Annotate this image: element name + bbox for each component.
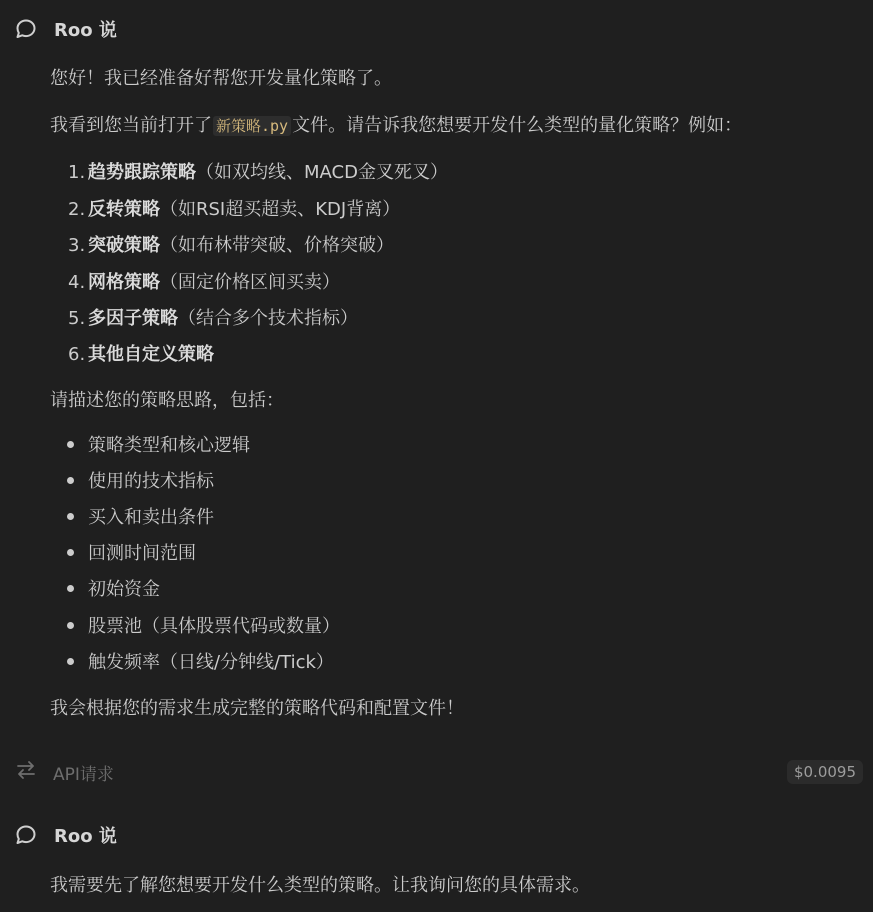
detail-text: 策略类型和核心逻辑: [88, 435, 250, 456]
strategy-name: 其他自定义策略: [88, 344, 214, 365]
speaker-name: Roo 说: [54, 826, 117, 847]
list-item: [67, 469, 214, 495]
detail-text: 股票池（具体股票代码或数量）: [88, 616, 340, 637]
cost-badge: $0.0095: [787, 760, 863, 784]
detail-text: 买入和卖出条件: [88, 507, 214, 528]
file-name-code: 新策略.py: [213, 116, 291, 136]
detail-text: 触发频率（日线/分钟线/Tick）: [88, 652, 334, 673]
list-number: 4.: [68, 272, 86, 293]
list-item: [67, 650, 334, 676]
intro-paragraph: [50, 113, 742, 139]
strategy-name: 趋势跟踪策略: [88, 162, 196, 183]
bullet-icon: [67, 658, 74, 665]
list-item: [68, 342, 214, 368]
intro-text-after: 文件。请告诉我您想要开发什么类型的量化策略？例如：: [292, 115, 743, 136]
chat-bubble-icon: [14, 823, 38, 847]
list-item: [67, 577, 160, 603]
message-header: [14, 822, 117, 848]
list-item: [67, 433, 250, 459]
greeting-text: 您好！我已经准备好帮您开发量化策略了。: [50, 68, 392, 89]
list-item: [68, 197, 400, 223]
list-item: [68, 270, 340, 296]
list-number: 2.: [68, 199, 86, 220]
list-item: [68, 306, 358, 332]
detail-text: 使用的技术指标: [88, 471, 214, 492]
strategy-desc: （如RSI超买超卖、KDJ背离）: [160, 199, 401, 220]
strategy-name: 多因子策略: [88, 308, 178, 329]
list-item: [67, 614, 340, 640]
strategy-name: 突破策略: [88, 235, 160, 256]
api-request-label: API请求: [53, 764, 114, 785]
bullet-icon: [67, 441, 74, 448]
list-item: [68, 233, 394, 259]
describe-prompt: 请描述您的策略思路，包括：: [50, 390, 284, 411]
strategy-desc: （如双均线、MACD金叉死叉）: [196, 162, 448, 183]
closing-text: 我会根据您的需求生成完整的策略代码和配置文件！: [50, 698, 464, 719]
intro-text-before: 我看到您当前打开了: [50, 115, 212, 136]
detail-text: 回测时间范围: [88, 543, 196, 564]
bullet-icon: [67, 477, 74, 484]
strategy-desc: （如布林带突破、价格突破）: [160, 235, 394, 256]
message-text: 我需要先了解您想要开发什么类型的策略。让我询问您的具体需求。: [50, 875, 590, 896]
bullet-icon: [67, 549, 74, 556]
chat-bubble-icon: [14, 17, 38, 41]
strategy-desc: （结合多个技术指标）: [178, 308, 358, 329]
detail-text: 初始资金: [88, 579, 160, 600]
bullet-icon: [67, 622, 74, 629]
bullet-icon: [67, 585, 74, 592]
strategy-name: 网格策略: [88, 272, 160, 293]
list-number: 3.: [68, 235, 86, 256]
strategy-name: 反转策略: [88, 199, 160, 220]
list-item: [68, 160, 448, 186]
strategy-desc: （固定价格区间买卖）: [160, 272, 340, 293]
api-request-row[interactable]: [14, 759, 863, 785]
message-header: [14, 16, 117, 42]
list-number: 5.: [68, 308, 86, 329]
swap-arrows-icon: [14, 758, 38, 787]
speaker-name: Roo 说: [54, 20, 117, 41]
bullet-icon: [67, 513, 74, 520]
list-item: [67, 541, 196, 567]
list-number: 1.: [68, 162, 86, 183]
list-item: [67, 505, 214, 531]
list-number: 6.: [68, 344, 86, 365]
